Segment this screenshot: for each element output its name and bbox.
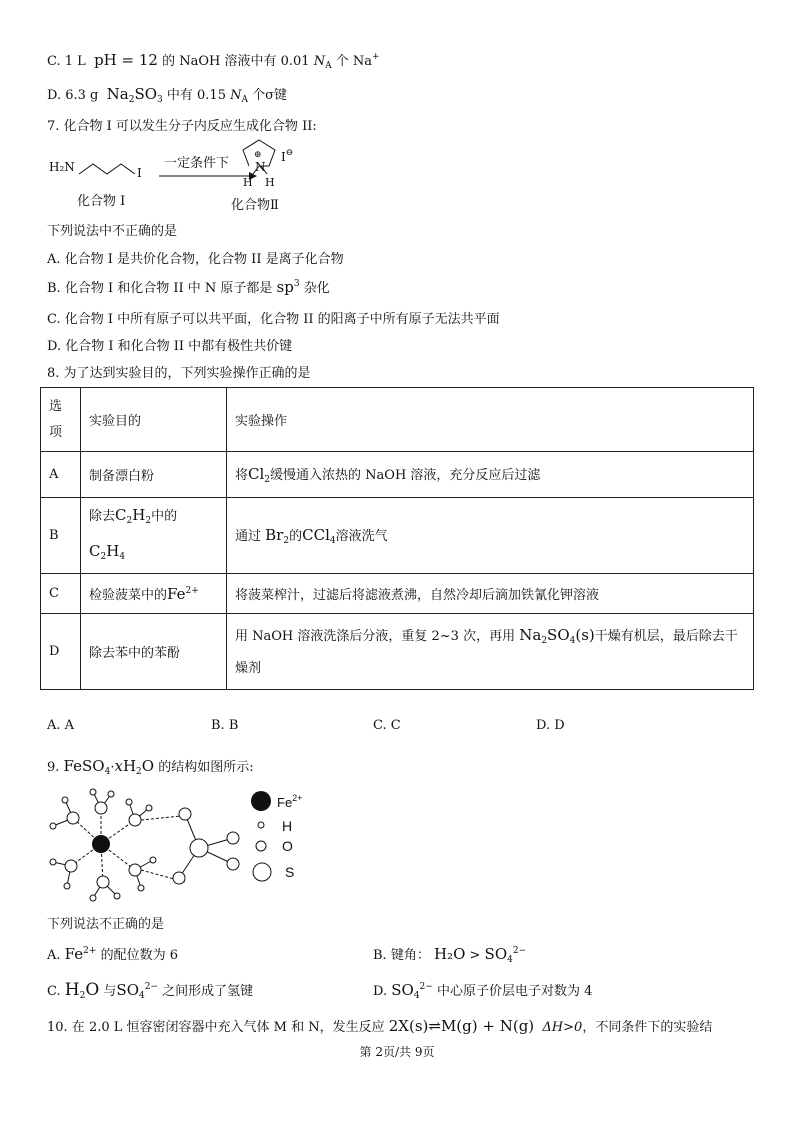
q8-answer-b: B. B	[211, 718, 239, 733]
row-purpose: 除去$C_2H_2$中的 $C_2H_4$	[81, 498, 227, 574]
q6-option-d: D. 6.3 g $Na_2SO_3$ 中有 0.15 $N_A$ 个σ键	[47, 85, 287, 105]
row-option: C	[41, 574, 81, 614]
row-operation: 将菠菜榨汁，过滤后将滤液煮沸，自然冷却后滴加铁氰化钾溶液	[227, 574, 754, 614]
legend-h-label: H	[282, 818, 293, 834]
legend-s-label: S	[285, 864, 295, 880]
row-option: D	[41, 614, 81, 690]
legend-o-marker	[250, 838, 272, 854]
row-purpose: 除去苯中的苯酚	[81, 614, 227, 690]
q9-stem: 9. $FeSO_4\cdot xH_2O$ 的结构如图所示:	[47, 757, 254, 777]
q8-answer-a: A. A	[47, 718, 75, 733]
q8-stem: 8. 为了达到实验目的，下列实验操作正确的是	[47, 366, 311, 381]
legend-h-marker	[250, 818, 272, 832]
q10-stem: 10. 在 2.0 L 恒容密闭容器中充入气体 M 和 N，发生反应 2X(s)⇌M(g) + N(g) ΔH>0，不同条件下的实验结	[47, 1017, 713, 1035]
legend-fe-label: $Fe^{2+}$	[277, 793, 303, 810]
structure-legend	[250, 790, 310, 890]
ammonium-h2: H	[265, 176, 275, 189]
ammonium-charge: ⊕	[254, 150, 262, 160]
legend-o-label: O	[282, 838, 293, 854]
row-purpose: 检验菠菜中的$Fe^{2+}$	[81, 574, 227, 614]
ammonium-nitrogen: N	[255, 160, 266, 174]
row-option: B	[41, 498, 81, 574]
legend-fe-marker	[250, 790, 272, 812]
q7-option-a: A. 化合物 I 是共价化合物，化合物 II 是离子化合物	[47, 252, 344, 267]
q8-answer-c: C. C	[373, 718, 401, 733]
table-header-row	[41, 388, 754, 452]
reaction-condition: 一定条件下	[164, 156, 230, 171]
header-option: 选 项	[41, 388, 81, 452]
q9-option-d: D. $SO_4^{2-}$ 中心原子价层电子对数为 4	[373, 981, 593, 1001]
q7-stem: 7. 化合物 I 可以发生分子内反应生成化合物 II:	[47, 119, 317, 134]
compound1-amine: H₂N	[49, 160, 75, 174]
table-row	[41, 452, 754, 498]
ammonium-h1: H	[243, 176, 253, 189]
legend-s-marker	[250, 860, 274, 884]
q6-option-c: C. 1 L pH = 12 的 NaOH 溶液中有 0.01 $N_A$ 个 Na+	[47, 51, 380, 71]
header-operation: 实验操作	[227, 388, 754, 452]
page-footer: 第 2页/共 9页	[359, 1045, 435, 1059]
table-row	[41, 498, 754, 574]
q7-option-b: B. 化合物 I 和化合物 II 中 N 原子都是 $sp^3$ 杂化	[47, 278, 330, 296]
q7-option-c: C. 化合物 I 中所有原子可以共平面，化合物 II 的阳离子中所有原子无法共平面	[47, 312, 500, 327]
compound1-name: 化合物 I	[77, 194, 126, 209]
row-operation: 用 NaOH 溶液洗涤后分液，重复 2~3 次，再用 $Na_2SO_4(s)$干燥有机层，最后除去干 燥剂	[227, 614, 754, 690]
experiment-table	[40, 387, 754, 690]
q9-question: 下列说法不正确的是	[47, 917, 165, 932]
q8-answer-d: D. D	[536, 718, 565, 733]
q9-option-c: C. $H_2O$ 与$SO_4^{2-}$ 之间形成了氢键	[47, 980, 254, 1001]
compound2-name: 化合物Ⅱ	[231, 198, 279, 213]
compound1-iodine: I	[137, 166, 142, 180]
q7-reaction-scheme	[47, 138, 347, 216]
row-operation: 将$Cl_2$缓慢通入浓热的 NaOH 溶液，充分反应后过滤	[227, 452, 754, 498]
row-purpose: 制备漂白粉	[81, 452, 227, 498]
row-operation: 通过 $Br_2$的CCl$_4$溶液洗气	[227, 498, 754, 574]
header-purpose: 实验目的	[81, 388, 227, 452]
iodide-anion: I⊖	[281, 148, 294, 164]
q7-option-d: D. 化合物 I 和化合物 II 中都有极性共价键	[47, 339, 293, 354]
q9-option-a: A. $Fe^{2+}$ 的配位数为 6	[47, 945, 178, 963]
q7-question: 下列说法中不正确的是	[47, 224, 178, 239]
structure-diagram	[45, 786, 245, 906]
q9-option-b: B. 键角： $H_2O > SO_4^{2-}$	[373, 945, 527, 965]
row-option: A	[41, 452, 81, 498]
table-row	[41, 574, 754, 614]
table-row	[41, 614, 754, 690]
